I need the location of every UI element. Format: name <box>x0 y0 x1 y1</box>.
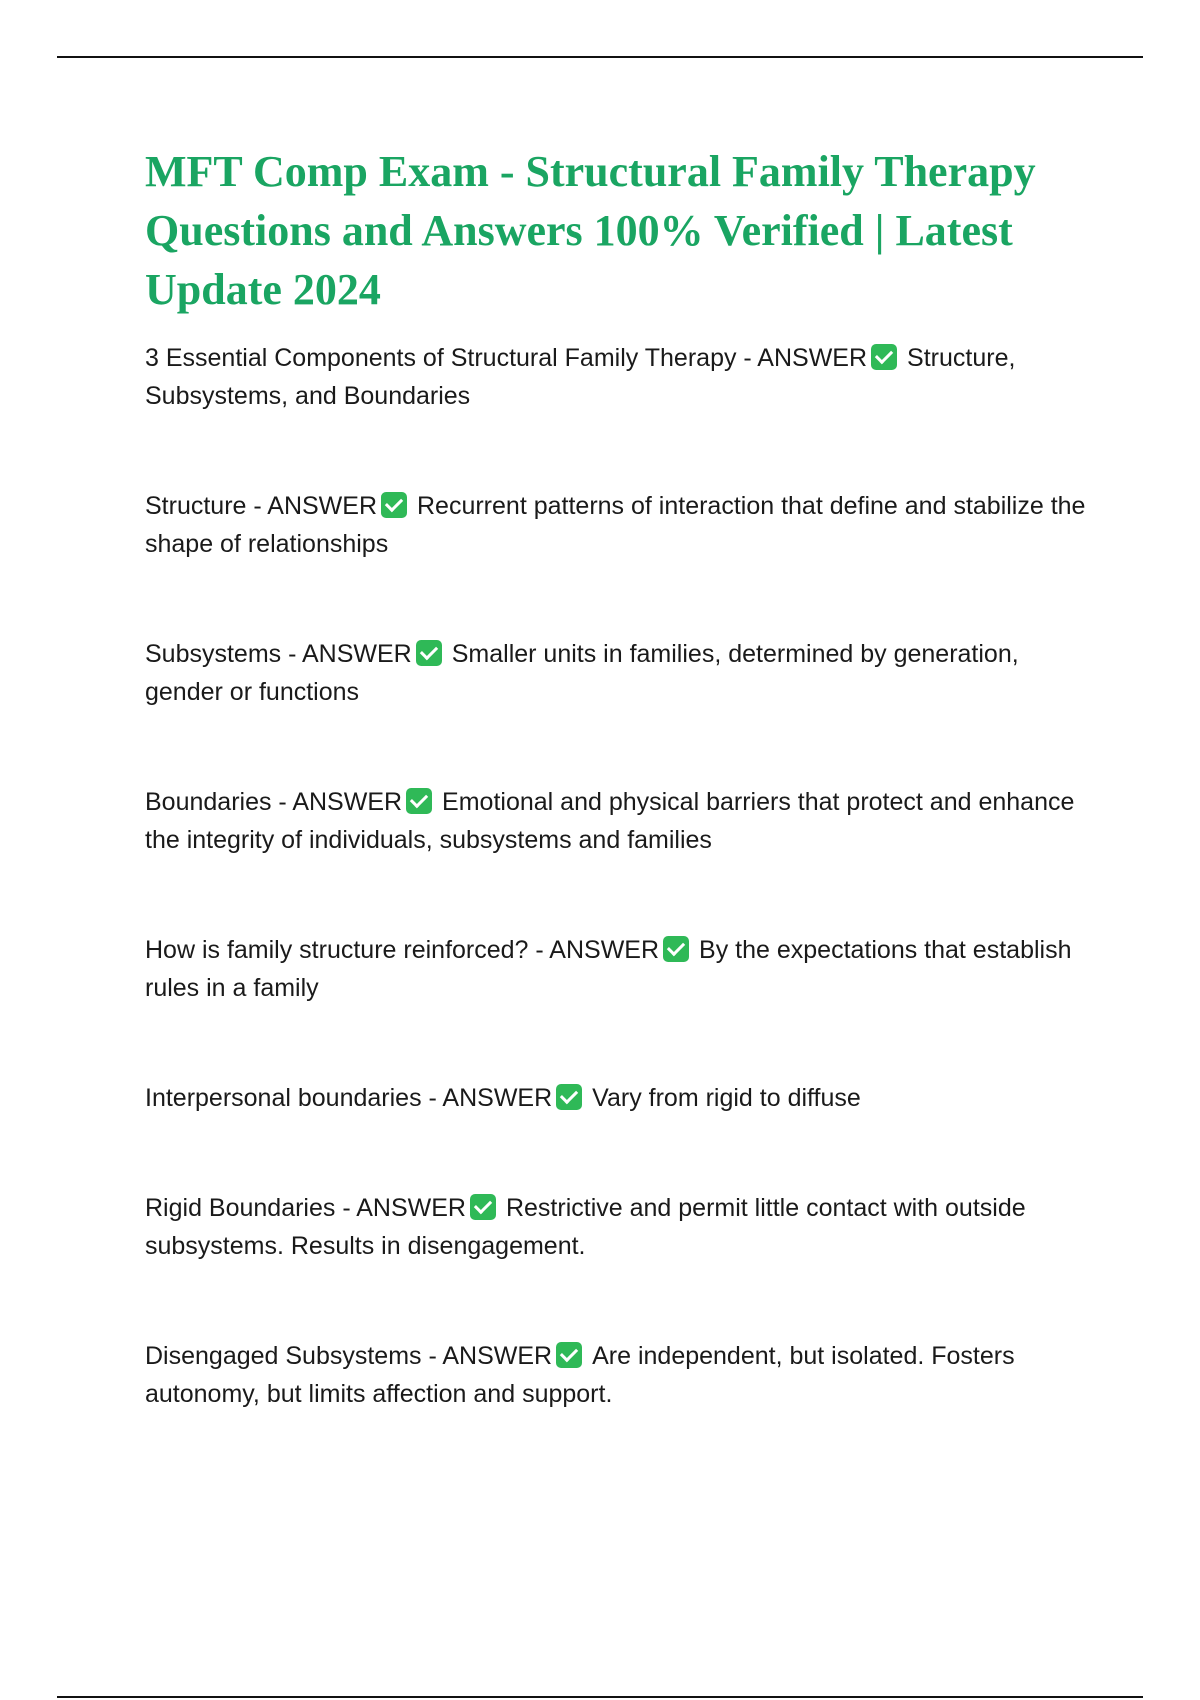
check-mark-icon <box>416 640 442 666</box>
check-mark-icon <box>871 344 897 370</box>
qa-answer: Are independent, but isolated. Fosters autonomy, but limits affection and support. <box>145 1342 1015 1408</box>
qa-term: Boundaries - ANSWER <box>145 788 403 816</box>
qa-term: 3 Essential Components of Structural Family Therapy - ANSWER <box>145 344 868 372</box>
qa-term: How is family structure reinforced? - ANSWER <box>145 936 660 964</box>
qa-term: Subsystems - ANSWER <box>145 640 412 668</box>
qa-answer: Structure, Subsystems, and Boundaries <box>145 344 1016 410</box>
check-mark-icon <box>406 788 432 814</box>
qa-item <box>145 1337 1095 1413</box>
qa-answer: Emotional and physical barriers that protect and enhance the integrity of individuals, subsystems and families <box>145 788 1075 854</box>
qa-item <box>145 1189 1095 1265</box>
check-mark-icon <box>663 936 689 962</box>
qa-answer: Smaller units in families, determined by generation, gender or functions <box>145 640 1019 706</box>
qa-item <box>145 1079 1095 1117</box>
check-mark-icon <box>556 1342 582 1368</box>
document-body <box>145 142 1095 1413</box>
qa-term: Disengaged Subsystems - ANSWER <box>145 1342 553 1370</box>
qa-answer: Recurrent patterns of interaction that define and stabilize the shape of relationships <box>145 492 1086 558</box>
check-mark-icon <box>470 1194 496 1220</box>
page-bottom-rule <box>57 1696 1143 1698</box>
qa-term: Interpersonal boundaries - ANSWER <box>145 1084 553 1112</box>
qa-item <box>145 635 1095 711</box>
document-title: MFT Comp Exam - Structural Family Therapy Questions and Answers 100% Verified | Latest Update 2024 <box>145 147 1036 314</box>
qa-term: Rigid Boundaries - ANSWER <box>145 1194 466 1222</box>
qa-answer: By the expectations that establish rules in a family <box>145 936 1072 1002</box>
qa-answer: Vary from rigid to diffuse <box>592 1084 861 1112</box>
qa-item <box>145 339 1095 415</box>
qa-item <box>145 931 1095 1007</box>
check-mark-icon <box>556 1084 582 1110</box>
qa-answer: Restrictive and permit little contact with outside subsystems. Results in disengagement. <box>145 1194 1026 1260</box>
check-mark-icon <box>381 492 407 518</box>
qa-item <box>145 783 1095 859</box>
qa-list <box>145 339 1095 1413</box>
page-top-rule <box>57 56 1143 58</box>
qa-item <box>145 487 1095 563</box>
qa-term: Structure - ANSWER <box>145 492 377 520</box>
